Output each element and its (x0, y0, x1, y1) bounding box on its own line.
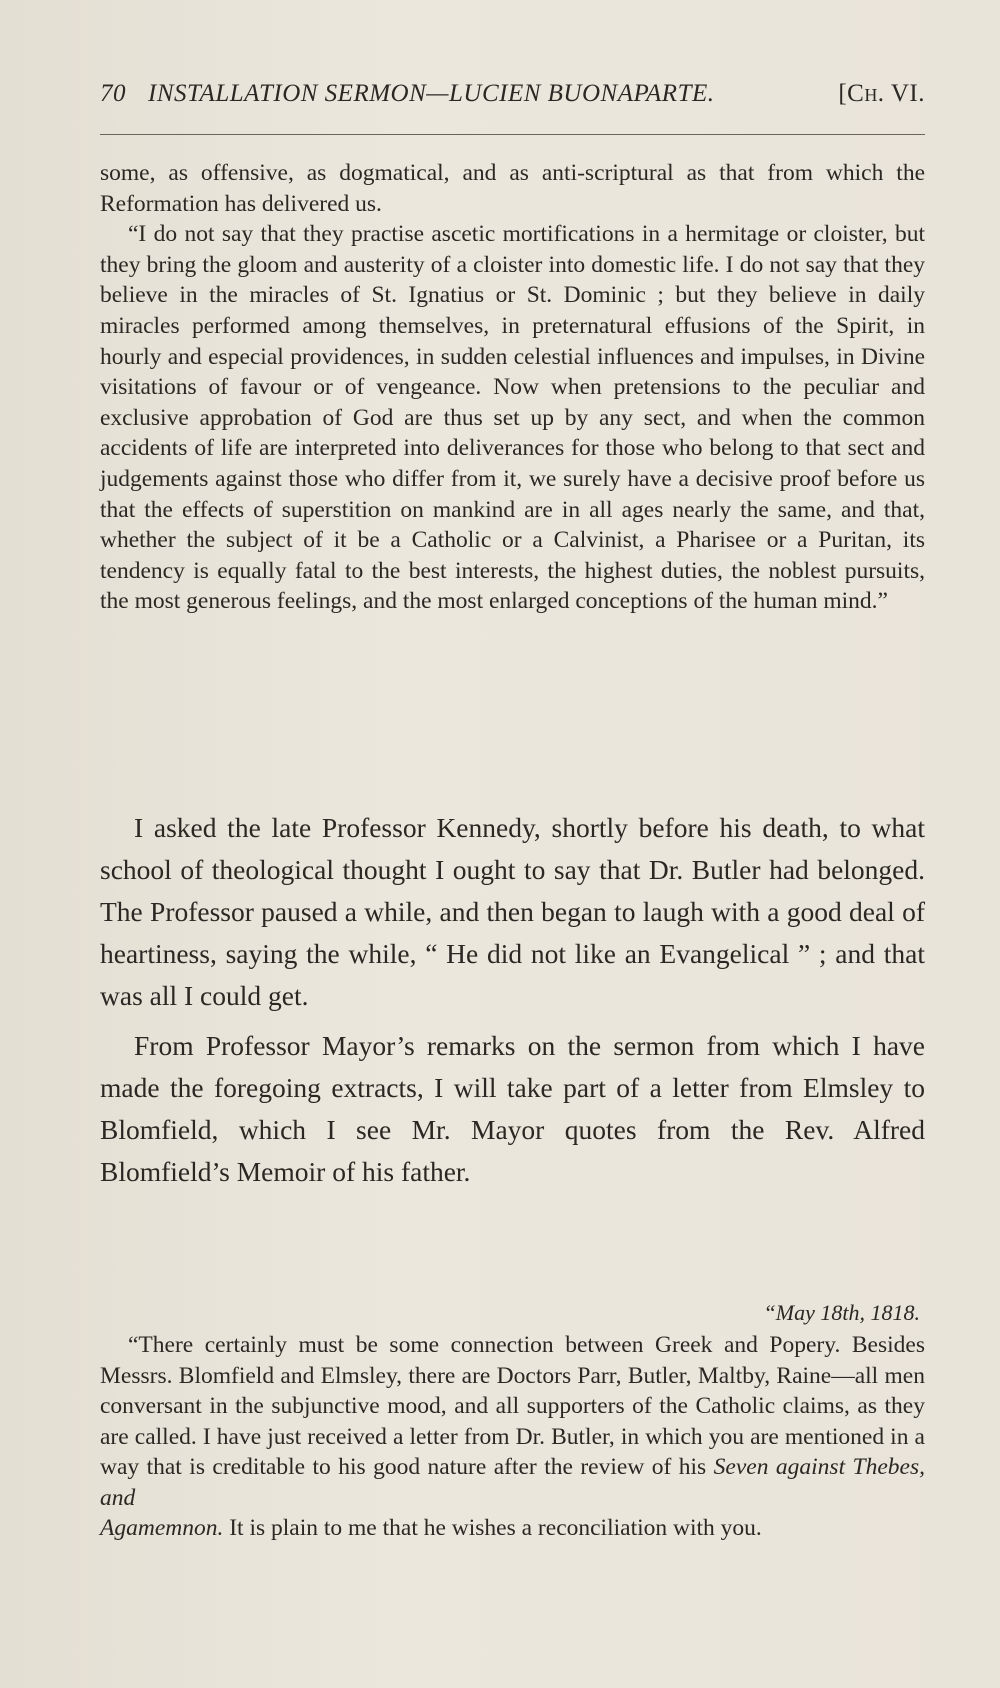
body-paragraph-kennedy: I asked the late Professor Kennedy, shortly before his death, to what school of theological thought I ought to say that Dr. Butler had belonged. The Professor paused a while, and then began to laugh with a good deal of heartiness, saying the while, “ He did not like an Evangelical ” ; and that was all I could get. (100, 812, 925, 1011)
quotation-continuation: some, as offensive, as dogmatical, and as anti-scriptural as that from which the Reformation has delivered us. (100, 160, 925, 217)
letter-text-after: It is plain to me that he wishes a reconciliation with you. (223, 1515, 762, 1541)
letter-italic-title-1: Seven against Thebes, (713, 1454, 925, 1480)
running-title: INSTALLATION SERMON—LUCIEN BUONAPARTE. (148, 80, 715, 107)
letter-text-mid: and (100, 1484, 136, 1511)
letter-italic-title-2: Agamemnon. (100, 1515, 224, 1541)
letter-date: “May 18th, 1818. (763, 1300, 920, 1325)
running-header (100, 80, 925, 120)
page-number: 70 (100, 80, 126, 107)
elmsley-letter (100, 1330, 925, 1544)
sermon-quotation (100, 158, 925, 617)
body-paragraph-mayor: From Professor Mayor’s remarks on the sermon from which I have made the foregoing extracts, I will take part of a letter from Elmsley to Blomfield, which I see Mr. Mayor quotes from the Rev. Alfred Blomfield’s Memoir of his father. (100, 1030, 925, 1187)
letter-paragraph (100, 1330, 925, 1544)
header-rule (100, 134, 925, 135)
body-text (100, 807, 925, 1201)
quotation-paragraph: “I do not say that they practise ascetic mortifications in a hermitage or cloister, but they bring the gloom and austerity of a cloister into domestic life. I do not say that they believe in the miracles of St. Ignatius or St. Dominic ; but they believe in daily miracles performed among themselves, in preternatural effusions of the Spirit, in hourly and especial providences, in sudden celestial influences and impulses, in Divine visitations of favour or of vengeance. Now when pretensions to the peculiar and exclusive approbation of God are thus set up by any sect, and when the common accidents of life are interpreted into deliverances for those who belong to that sect and judgements against those who differ from it, we surely have a decisive proof before us that the effects of superstition on mankind are in all ages nearly the same, and that, whether the subject of it be a Catholic or a Calvinist, a Pharisee or a Puritan, its tendency is equally fatal to the best interests, the highest duties, the noblest pursuits, the most generous feelings, and the most enlarged conceptions of the human mind.” (100, 221, 925, 615)
chapter-label: [Ch. VI. (838, 80, 925, 107)
letter-text-before: “There certainly must be some connection between Greek and Popery. Besides Messrs. Blomfield and Elmsley, there are Doctors Parr, Butler, Maltby, Raine—all men conversant in the subjunctive mood, and all supporters of the Catholic claims, as they are called. I have just received a letter from Dr. Butler, in which you are mentioned in a way that is creditable to his good nature after the review of his (100, 1332, 925, 1480)
